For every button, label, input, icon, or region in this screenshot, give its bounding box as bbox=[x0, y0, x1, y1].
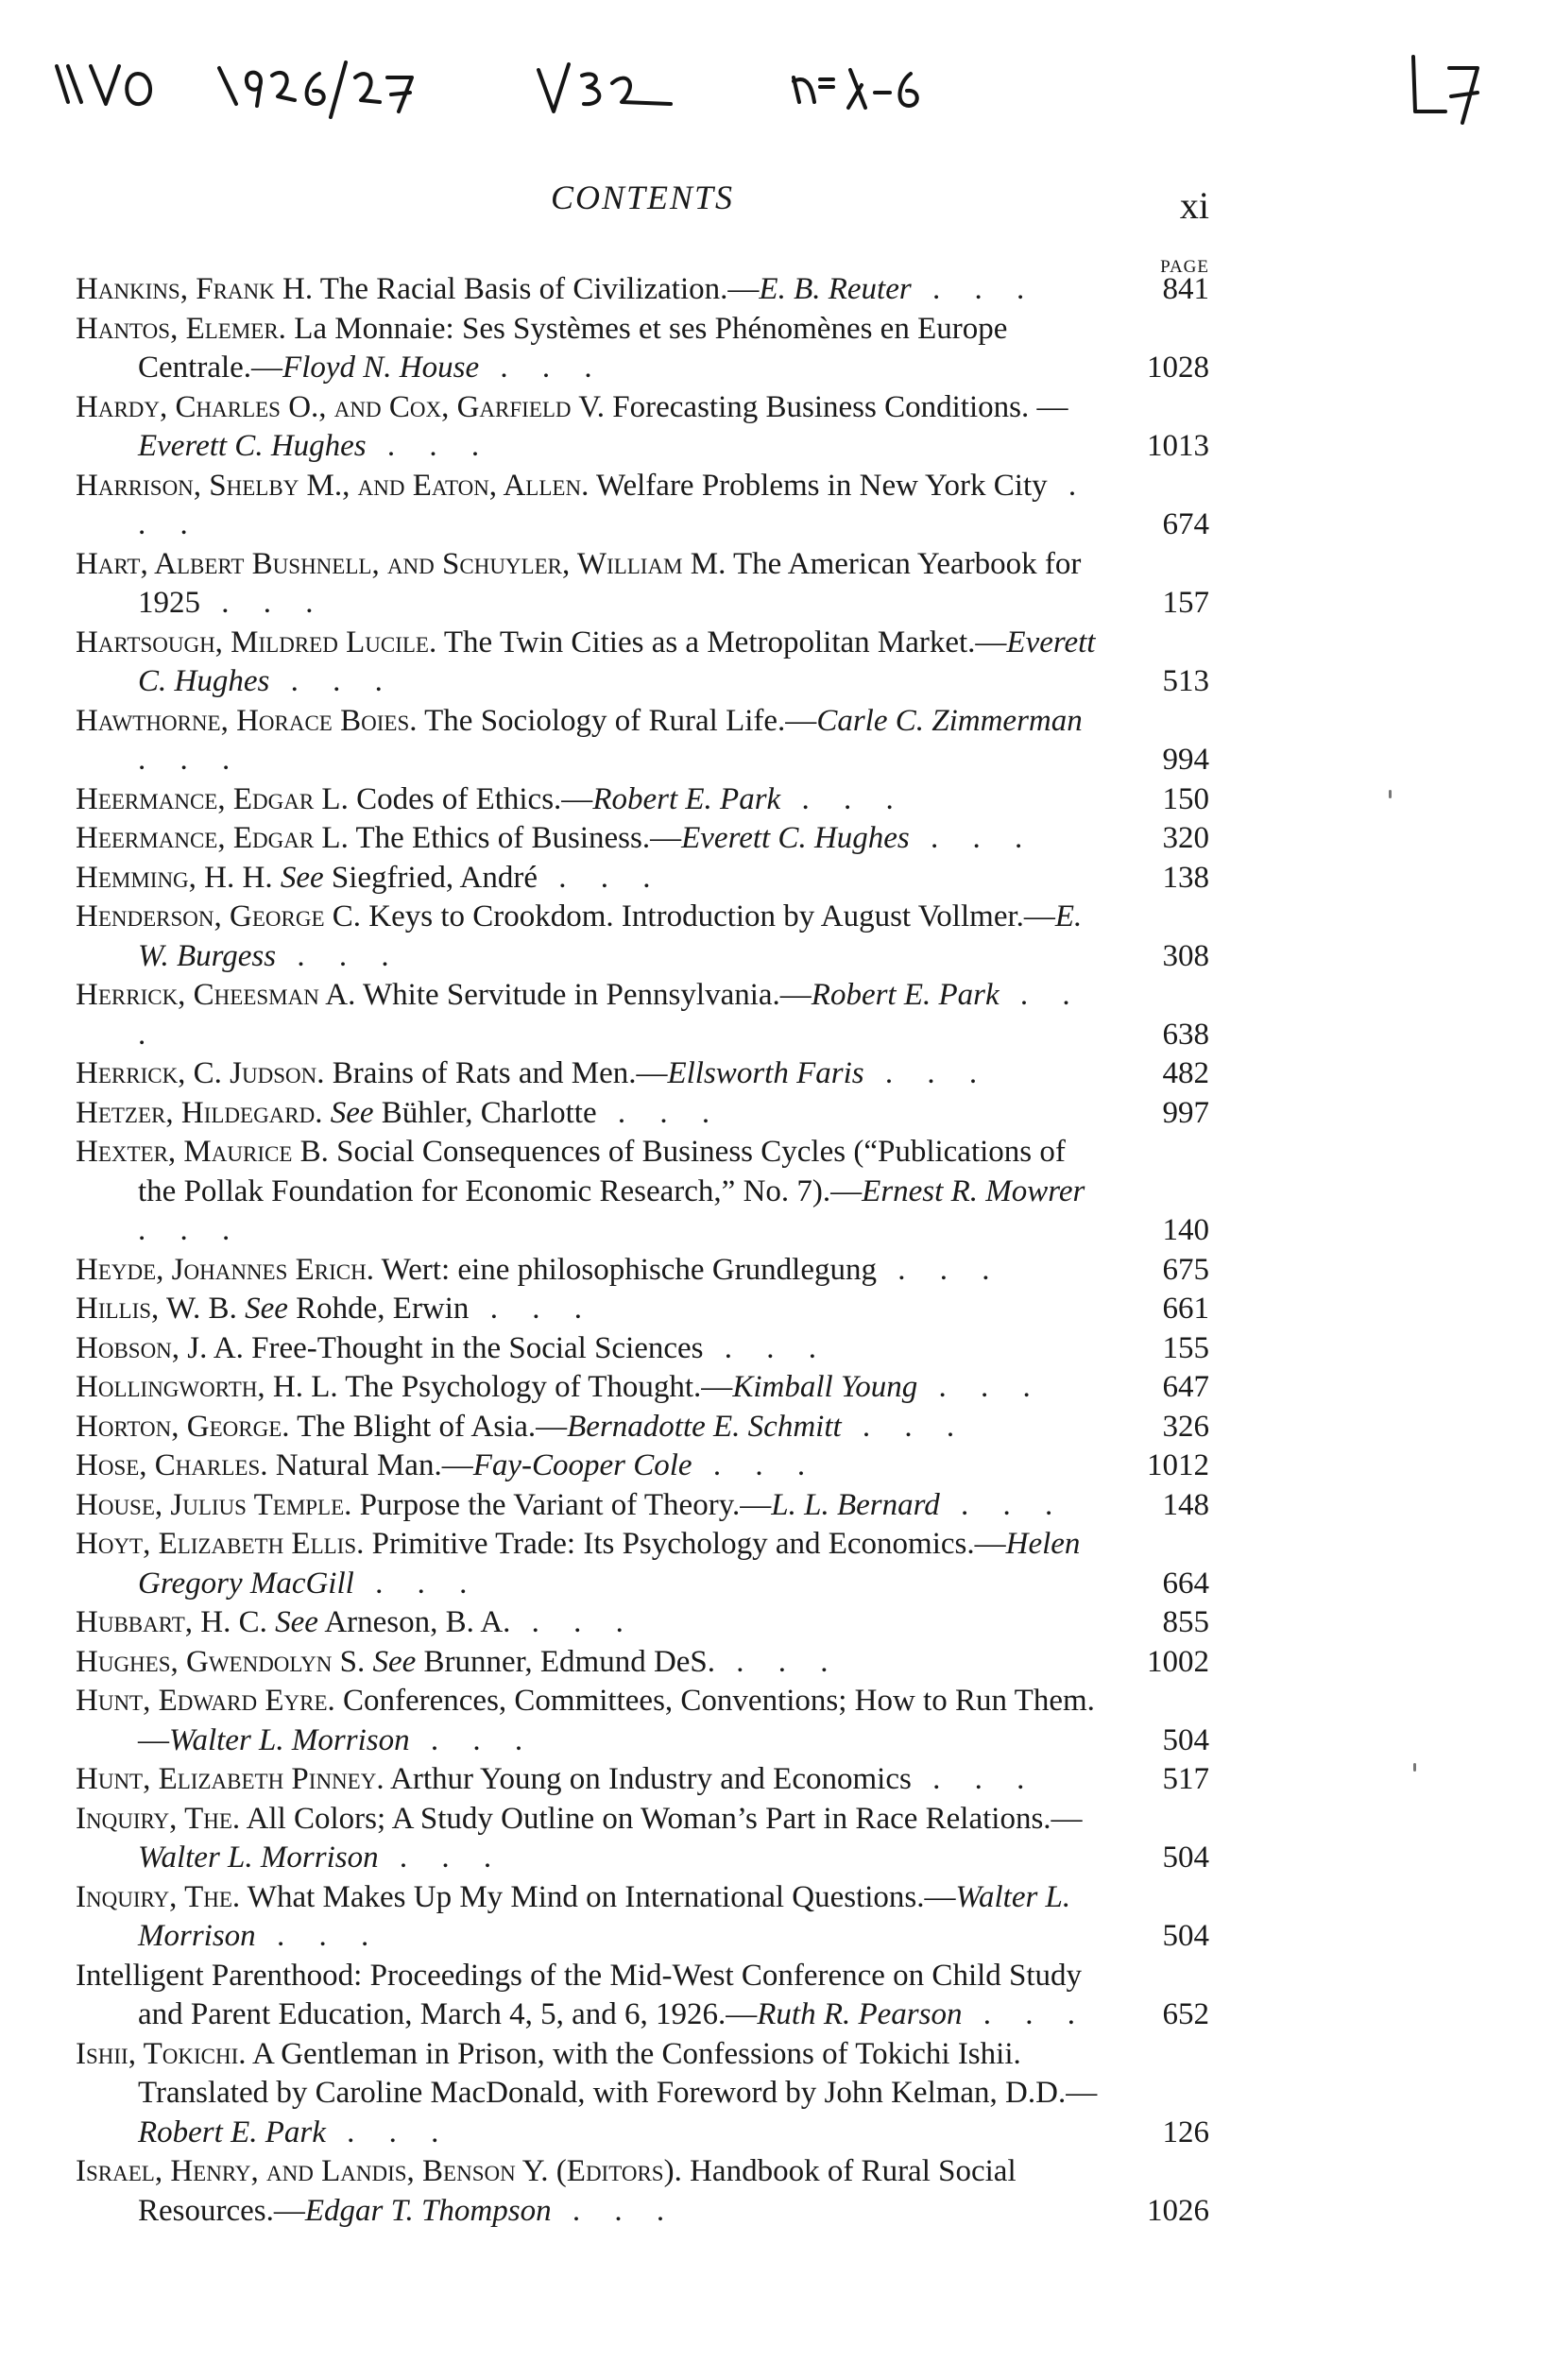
entry-title: The Sociology of Rural Life.— bbox=[424, 703, 817, 738]
dot-leader: . . . bbox=[939, 1487, 1067, 1522]
entry-page-number: 1028 bbox=[1147, 351, 1209, 385]
dot-leader: . . . bbox=[510, 1605, 637, 1639]
entry-author: Herrick, Cheesman A. bbox=[76, 978, 356, 1012]
entry-title: Brains of Rats and Men.— bbox=[332, 1056, 668, 1090]
entry-page-number: 504 bbox=[1162, 1722, 1209, 1757]
dot-leader: . . . bbox=[780, 781, 907, 816]
entry-title: Welfare Problems in New York City bbox=[595, 468, 1048, 503]
entry-page-number: 148 bbox=[1162, 1487, 1209, 1522]
entry-author: Hunt, Elizabeth Pinney. bbox=[76, 1762, 384, 1796]
stray-mark bbox=[1413, 1763, 1416, 1772]
contents-entry bbox=[76, 467, 1209, 545]
entry-title: Handbook of Rural Social Resources.— bbox=[138, 2154, 1017, 2228]
entry-reviewer: Helen Gregory MacGill bbox=[138, 1527, 1081, 1601]
dot-leader: . . . bbox=[911, 1762, 1038, 1796]
page-header bbox=[76, 178, 1209, 234]
entry-page-number: 308 bbox=[1162, 938, 1209, 973]
entry-author: Heermance, Edgar L. bbox=[76, 821, 349, 855]
dot-leader: . . . bbox=[917, 1370, 1044, 1404]
entry-reviewer: Ruth R. Pearson bbox=[757, 1997, 963, 2031]
dot-leader: . . . bbox=[138, 743, 244, 777]
entry-page-number: 513 bbox=[1162, 664, 1209, 698]
contents-entry bbox=[76, 780, 1209, 820]
dot-leader: . . . bbox=[138, 978, 1084, 1052]
dot-leader: . . . bbox=[255, 1919, 383, 1953]
contents-entry bbox=[76, 859, 1209, 899]
contents-entry bbox=[76, 1643, 1209, 1683]
contents-entry bbox=[76, 1603, 1209, 1643]
entry-reviewer: Edgar T. Thompson bbox=[304, 2193, 552, 2228]
entry-title: Natural Man.— bbox=[275, 1448, 473, 1482]
entry-text bbox=[76, 702, 1109, 780]
contents-entry bbox=[76, 819, 1209, 859]
entry-author: Harrison, Shelby M., and Eaton, Allen. bbox=[76, 468, 590, 503]
entry-text bbox=[76, 898, 1109, 976]
entry-author: Hollingworth, H. L. bbox=[76, 1370, 338, 1404]
entry-reviewer: Walter L. Morrison bbox=[138, 1841, 379, 1875]
dot-leader: . . . bbox=[138, 468, 1090, 541]
entry-text bbox=[76, 1603, 1109, 1643]
see-reference: See bbox=[372, 1644, 417, 1679]
entry-title: The American Yearbook for 1925 bbox=[138, 546, 1082, 620]
contents-entry bbox=[76, 1957, 1209, 2035]
entry-author: Heyde, Johannes Erich. bbox=[76, 1252, 374, 1287]
dot-leader: . . . bbox=[269, 664, 396, 698]
see-reference: See bbox=[275, 1605, 318, 1639]
entry-text bbox=[76, 1329, 1109, 1369]
contents-entry bbox=[76, 1290, 1209, 1329]
entry-reviewer: E. W. Burgess bbox=[138, 899, 1083, 973]
entry-author: Hetzer, Hildegard. bbox=[76, 1095, 323, 1130]
entry-title: Bühler, Charlotte bbox=[381, 1095, 597, 1130]
entry-title: Brunner, Edmund DeS. bbox=[423, 1644, 716, 1679]
dot-leader: . . . bbox=[909, 821, 1036, 855]
entry-author: Hillis, W. B. bbox=[76, 1292, 237, 1326]
entry-page-number: 1012 bbox=[1147, 1448, 1209, 1482]
entry-title: The Twin Cities as a Metropolitan Market.— bbox=[443, 625, 1007, 659]
dot-leader: . . . bbox=[409, 1722, 537, 1757]
dot-leader: . . . bbox=[353, 1566, 481, 1601]
entry-text bbox=[76, 1054, 1109, 1094]
entry-page-number: 126 bbox=[1162, 2115, 1209, 2149]
entry-text bbox=[76, 388, 1109, 467]
page-column-label: PAGE bbox=[1160, 257, 1209, 277]
entry-author: Herrick, C. Judson. bbox=[76, 1056, 325, 1090]
entry-reviewer: Walter L. Morrison bbox=[169, 1722, 410, 1757]
entry-text bbox=[76, 819, 1109, 859]
entry-text bbox=[76, 1878, 1109, 1957]
contents-entry bbox=[76, 270, 1209, 310]
entry-text bbox=[76, 2035, 1109, 2153]
dot-leader: . . . bbox=[876, 1252, 1003, 1287]
contents-entry bbox=[76, 1682, 1209, 1760]
dot-leader: . . . bbox=[551, 2193, 678, 2228]
entry-title: Rohde, Erwin bbox=[296, 1292, 470, 1326]
entry-text bbox=[76, 1682, 1109, 1760]
contents-entry bbox=[76, 702, 1209, 780]
contents-entry bbox=[76, 310, 1209, 388]
entry-title: Conferences, Committees, Conventions; How to Run Them.— bbox=[138, 1684, 1095, 1757]
entry-title: Primitive Trade: Its Psychology and Economics.— bbox=[371, 1527, 1006, 1561]
entry-page-number: 647 bbox=[1162, 1370, 1209, 1404]
entry-text bbox=[76, 1408, 1109, 1447]
dot-leader: . . . bbox=[138, 1213, 244, 1247]
contents-entry bbox=[76, 976, 1209, 1054]
entry-text bbox=[76, 1094, 1109, 1134]
dot-leader: . . . bbox=[596, 1095, 724, 1130]
entry-page-number: 1013 bbox=[1147, 429, 1209, 463]
entry-reviewer: E. B. Reuter bbox=[759, 272, 912, 306]
entry-text bbox=[76, 1447, 1109, 1486]
dot-leader: . . . bbox=[366, 429, 493, 463]
contents-entry bbox=[76, 1094, 1209, 1134]
entry-author: Hart, Albert Bushnell, and Schuyler, William M. bbox=[76, 546, 726, 581]
entry-reviewer: Everett C. Hughes bbox=[138, 625, 1096, 698]
entry-page-number: 638 bbox=[1162, 1017, 1209, 1052]
dot-leader: . . . bbox=[325, 2115, 453, 2149]
entry-text bbox=[76, 545, 1109, 624]
dot-leader: . . . bbox=[200, 586, 327, 620]
contents-entry bbox=[76, 1486, 1209, 1526]
entry-text bbox=[76, 1290, 1109, 1329]
entry-page-number: 1026 bbox=[1147, 2193, 1209, 2228]
entry-reviewer: Floyd N. House bbox=[282, 351, 480, 385]
entry-text bbox=[76, 467, 1109, 545]
entry-author: Hemming, H. H. bbox=[76, 860, 273, 895]
folio: xi bbox=[1179, 184, 1209, 227]
entry-author: Hobson, J. A. bbox=[76, 1330, 244, 1365]
contents-entry bbox=[76, 388, 1209, 467]
entry-page-number: 664 bbox=[1162, 1566, 1209, 1601]
contents-entry bbox=[76, 1408, 1209, 1447]
entry-title: The Blight of Asia.— bbox=[297, 1409, 568, 1444]
entry-text bbox=[76, 624, 1109, 702]
entry-author: Heermance, Edgar L. bbox=[76, 781, 349, 816]
dot-leader: . . . bbox=[715, 1644, 842, 1679]
entry-text bbox=[76, 310, 1109, 388]
handwritten-strokes bbox=[57, 57, 1478, 123]
running-title: CONTENTS bbox=[550, 179, 735, 216]
dot-leader: . . . bbox=[962, 1997, 1088, 2031]
entry-page-number: 517 bbox=[1162, 1762, 1209, 1796]
entry-author: Hunt, Edward Eyre. bbox=[76, 1684, 335, 1718]
entry-text bbox=[76, 1800, 1109, 1878]
entry-reviewer: Carle C. Zimmerman bbox=[816, 703, 1083, 738]
entry-title: A Gentleman in Prison, with the Confessions of Tokichi Ishii. Translated by Caroline MacDonald, with Foreword by John Kelman, D.D.— bbox=[138, 2036, 1098, 2110]
stray-mark bbox=[1389, 790, 1392, 798]
contents-list bbox=[76, 270, 1209, 2231]
entry-text bbox=[76, 1525, 1109, 1603]
entry-page-number: 855 bbox=[1162, 1605, 1209, 1639]
entry-author: Ishii, Tokichi. bbox=[76, 2036, 247, 2071]
entry-reviewer: Robert E. Park bbox=[592, 781, 781, 816]
entry-reviewer: Everett C. Hughes bbox=[681, 821, 910, 855]
contents-entry bbox=[76, 1054, 1209, 1094]
entry-reviewer: Ernest R. Mowrer bbox=[862, 1173, 1085, 1208]
entry-author: Hughes, Gwendolyn S. bbox=[76, 1644, 366, 1679]
entry-text bbox=[76, 1133, 1109, 1251]
entry-page-number: 661 bbox=[1162, 1292, 1209, 1326]
entry-author: Horton, George. bbox=[76, 1409, 290, 1444]
entry-title: Codes of Ethics.— bbox=[356, 781, 593, 816]
see-reference: See bbox=[245, 1292, 288, 1326]
contents-entry bbox=[76, 545, 1209, 624]
contents-entry bbox=[76, 2035, 1209, 2153]
dot-leader: . . . bbox=[841, 1409, 968, 1444]
entry-text bbox=[76, 270, 1109, 310]
entry-page-number: 994 bbox=[1162, 743, 1209, 777]
entry-title: Social Consequences of Business Cycles (“Publications of the Pollak Foundation for Economic Research,” No. 7).— bbox=[138, 1135, 1066, 1208]
see-reference: See bbox=[330, 1095, 374, 1130]
dot-leader: . . . bbox=[911, 272, 1038, 306]
entry-title: La Monnaie: Ses Systèmes et ses Phénomènes en Europe Centrale.— bbox=[138, 311, 1008, 385]
entry-page-number: 652 bbox=[1162, 1997, 1209, 2031]
entry-page-number: 504 bbox=[1162, 1841, 1209, 1875]
contents-entry bbox=[76, 1525, 1209, 1603]
entry-author: Hankins, Frank H. bbox=[76, 272, 314, 306]
contents-entry bbox=[76, 1251, 1209, 1291]
entry-author: Hubbart, H. C. bbox=[76, 1605, 267, 1639]
entry-page-number: 841 bbox=[1162, 272, 1209, 306]
dot-leader: . . . bbox=[537, 860, 664, 895]
entry-page-number: 320 bbox=[1162, 821, 1209, 855]
entry-author: Hartsough, Mildred Lucile. bbox=[76, 625, 437, 659]
entry-title: Free-Thought in the Social Sciences bbox=[251, 1330, 704, 1365]
entry-text bbox=[76, 1251, 1109, 1291]
entry-author: Inquiry, The. bbox=[76, 1879, 241, 1914]
contents-entry bbox=[76, 1878, 1209, 1957]
entry-title: Arthur Young on Industry and Economics bbox=[390, 1762, 912, 1796]
entry-page-number: 674 bbox=[1162, 507, 1209, 541]
dot-leader: . . . bbox=[703, 1330, 830, 1365]
entry-author: Hose, Charles. bbox=[76, 1448, 268, 1482]
entry-text bbox=[76, 859, 1109, 899]
dot-leader: . . . bbox=[479, 351, 606, 385]
entry-author: Henderson, George C. bbox=[76, 899, 362, 933]
entry-title: The Psychology of Thought.— bbox=[345, 1370, 733, 1404]
entry-title: Purpose the Variant of Theory.— bbox=[359, 1487, 772, 1522]
entry-title: What Makes Up My Mind on International Questions.— bbox=[247, 1879, 956, 1914]
entry-text bbox=[76, 976, 1109, 1054]
entry-title: Intelligent Parenthood: Proceedings of the Mid-West Conference on Child Study and Parent Education, March 4, 5, and 6, 1926.— bbox=[76, 1958, 1083, 2031]
contents-entry bbox=[76, 2152, 1209, 2231]
dot-leader: . . . bbox=[692, 1448, 819, 1482]
entry-author: House, Julius Temple. bbox=[76, 1487, 352, 1522]
contents-entry bbox=[76, 624, 1209, 702]
entry-page-number: 997 bbox=[1162, 1095, 1209, 1130]
entry-page-number: 482 bbox=[1162, 1056, 1209, 1090]
entry-reviewer: Walter L. Morrison bbox=[138, 1879, 1071, 1953]
entry-author: Hawthorne, Horace Boies. bbox=[76, 703, 418, 738]
entry-text bbox=[76, 1643, 1109, 1683]
entry-page-number: 504 bbox=[1162, 1919, 1209, 1953]
entry-title: Siegfried, André bbox=[331, 860, 538, 895]
entry-reviewer: Robert E. Park bbox=[811, 978, 1000, 1012]
entry-title: Keys to Crookdom. Introduction by August Vollmer.— bbox=[368, 899, 1055, 933]
entry-page-number: 1002 bbox=[1147, 1644, 1209, 1679]
contents-entry bbox=[76, 1368, 1209, 1408]
entry-page-number: 675 bbox=[1162, 1252, 1209, 1287]
entry-title: White Servitude in Pennsylvania.— bbox=[363, 978, 812, 1012]
dot-leader: . . . bbox=[469, 1292, 595, 1326]
entry-text bbox=[76, 1957, 1109, 2035]
entry-title: The Racial Basis of Civilization.— bbox=[319, 272, 760, 306]
contents-entry bbox=[76, 1447, 1209, 1486]
entry-title: All Colors; A Study Outline on Woman’s Part in Race Relations.— bbox=[246, 1801, 1083, 1836]
entry-author: Hantos, Elemer. bbox=[76, 311, 286, 346]
contents-entry bbox=[76, 1760, 1209, 1800]
entry-title: Arneson, B. A. bbox=[324, 1605, 511, 1639]
entry-page-number: 155 bbox=[1162, 1330, 1209, 1365]
entry-title: The Ethics of Business.— bbox=[355, 821, 682, 855]
dot-leader: . . . bbox=[863, 1056, 991, 1090]
entry-author: Israel, Henry, and Landis, Benson Y. (Editors). bbox=[76, 2154, 682, 2188]
contents-entry bbox=[76, 1133, 1209, 1251]
entry-page-number: 326 bbox=[1162, 1409, 1209, 1444]
entry-page-number: 150 bbox=[1162, 781, 1209, 816]
contents-entry bbox=[76, 1329, 1209, 1369]
dot-leader: . . . bbox=[276, 938, 402, 973]
contents-entry bbox=[76, 898, 1209, 976]
entry-reviewer: L. L. Bernard bbox=[771, 1487, 940, 1522]
entry-author: Inquiry, The. bbox=[76, 1801, 241, 1836]
entry-reviewer: Bernadotte E. Schmitt bbox=[567, 1409, 842, 1444]
entry-text bbox=[76, 1760, 1109, 1800]
entry-reviewer: Everett C. Hughes bbox=[138, 429, 367, 463]
entry-title: Forecasting Business Conditions. — bbox=[612, 389, 1068, 424]
entry-reviewer: Ellsworth Faris bbox=[667, 1056, 864, 1090]
handwritten-annotation bbox=[47, 28, 1483, 132]
entry-title: Wert: eine philosophische Grundlegung bbox=[381, 1252, 877, 1287]
entry-reviewer: Kimball Young bbox=[732, 1370, 918, 1404]
entry-page-number: 138 bbox=[1162, 860, 1209, 895]
entry-text bbox=[76, 1486, 1109, 1526]
entry-reviewer: Robert E. Park bbox=[138, 2115, 326, 2149]
see-reference: See bbox=[280, 860, 324, 895]
entry-reviewer: Fay-Cooper Cole bbox=[472, 1448, 692, 1482]
contents-entry bbox=[76, 1800, 1209, 1878]
entry-author: Hardy, Charles O., and Cox, Garfield V. bbox=[76, 389, 606, 424]
entry-author: Hexter, Maurice B. bbox=[76, 1135, 329, 1169]
entry-text bbox=[76, 1368, 1109, 1408]
entry-page-number: 157 bbox=[1162, 586, 1209, 620]
entry-author: Hoyt, Elizabeth Ellis. bbox=[76, 1527, 365, 1561]
entry-page-number: 140 bbox=[1162, 1213, 1209, 1247]
entry-text bbox=[76, 780, 1109, 820]
dot-leader: . . . bbox=[378, 1841, 505, 1875]
entry-text bbox=[76, 2152, 1109, 2231]
